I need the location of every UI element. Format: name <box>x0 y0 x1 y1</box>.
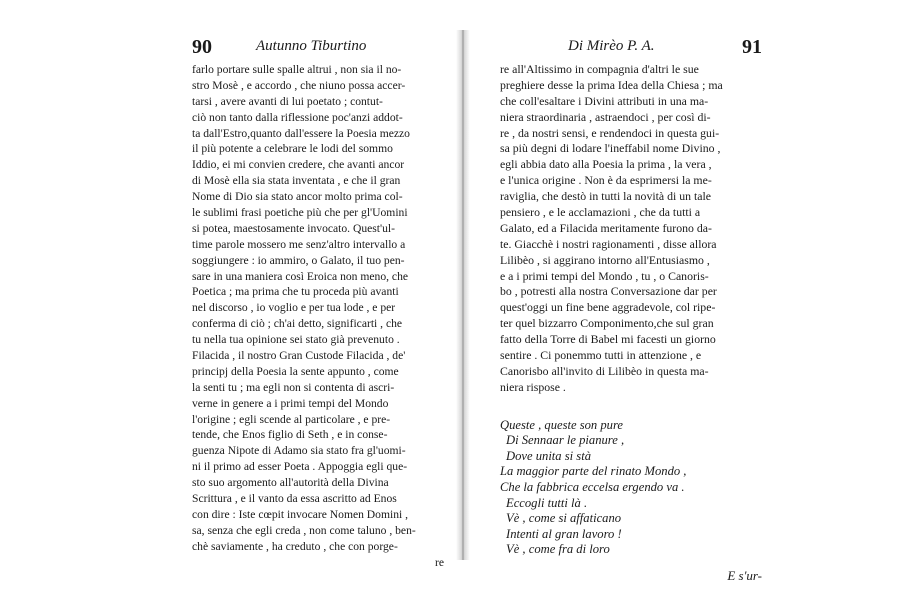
text-line: ter quel bizzarro Componimento,che sul gran <box>500 316 714 331</box>
verse-line: Dove unita si stà <box>506 448 592 463</box>
text-line: ta dall'Estro,quanto dall'essere la Poesia mezzo <box>192 126 410 140</box>
text-line: tarsi , avere avanti di lui poetato ; contut- <box>192 94 383 108</box>
text-line: tu nella tua opinione sei stato già prevenuto . <box>192 333 400 347</box>
text-line: niera straordinaria , astraendoci , per così di- <box>500 109 711 124</box>
text-line: ni il primo ad esser Poeta . Appoggia egli que- <box>192 460 408 474</box>
text-line: sto suo argomento all'autorità della Divina <box>192 476 389 490</box>
text-line: si potea, maestosamente invocato. Quest'ul- <box>192 221 395 235</box>
text-line: sa, senza che egli creda , non come taluno , ben- <box>192 523 416 537</box>
text-line: stro Mosè , e accordo , che niuno possa accer- <box>192 78 406 92</box>
left-page <box>192 38 444 571</box>
book-gutter <box>456 30 470 560</box>
text-line: soggiungere : io ammiro, o Galato, il tuo pen- <box>192 253 405 267</box>
verse-line: Intenti al gran lavoro ! <box>506 526 622 541</box>
text-line: e a i primi tempi del Mondo , tu , o Canoris- <box>500 268 709 283</box>
left-body-text <box>192 62 444 571</box>
text-line: Iddio, ei mi convien credere, che avanti ancor <box>192 158 405 172</box>
text-line: sentire . Ci ponemmo tutti in attenzione , e <box>500 348 702 363</box>
text-line: raviglia, che destò in tutti la novità di un tale <box>500 189 711 204</box>
text-line: Filacida , il nostro Gran Custode Filacida , de' <box>192 349 406 363</box>
text-line: re all'Altissimo in compagnia d'altri le sue <box>500 62 699 76</box>
text-line: preghiere desse la prima Idea della Chiesa ; ma <box>500 77 723 92</box>
text-line: tende, che Enos figlio di Seth , e in conse- <box>192 428 388 442</box>
right-running-title: Di Mirèo P. A. <box>568 38 655 54</box>
text-line: le sublimi frasi poetiche più che per gl'Uomini <box>192 206 408 220</box>
verse-line: Eccogli tutti là . <box>506 495 588 510</box>
verse-line: Vè , come fra di loro <box>506 542 610 557</box>
text-line: chè saviamente , ha creduto , che con porge- <box>192 539 398 553</box>
verse-line: Queste , queste son pure <box>500 417 623 432</box>
text-line: fatto della Torre di Babel mi facesti un giorno <box>500 332 716 347</box>
text-line: quest'oggi un fine bene aggradevole, col ripe- <box>500 300 716 315</box>
right-page <box>500 38 762 584</box>
text-line: il più potente a celebrare le lodi del sommo <box>192 142 393 156</box>
text-line: te. Giacchè i nostri ragionamenti , disse allora <box>500 236 717 251</box>
text-line: con dire : Iste cœpit invocare Nomen Domini , <box>192 507 409 521</box>
text-line: niera rispose . <box>500 379 566 394</box>
text-line: Galato, ed a Filacida meritamente furono da- <box>500 220 712 235</box>
text-line: sare in una maniera così Eroica non meno, che <box>192 269 409 283</box>
text-line: time parole mossero me senz'altro intervallo a <box>192 237 406 251</box>
text-line: Lilibèo , si aggirano intorno all'Entusiasmo , <box>500 252 710 267</box>
verse-line: Vè , come si affaticano <box>506 511 622 526</box>
text-line: principj della Poesia la sente appunto , come <box>192 364 399 378</box>
text-line: sa più degni di lodare l'ineffabil nome Divino , <box>500 141 721 156</box>
right-page-number: 91 <box>742 36 762 58</box>
text-line: la senti tu ; ma egli non si contenta di ascri- <box>192 380 395 394</box>
text-line: che coll'esaltare i Divini attributi in una ma- <box>500 93 709 108</box>
text-line: l'origine ; egli scende al particolare , e pre- <box>192 412 391 426</box>
text-line: guenza Nipote di Adamo sia stato fra gl'uomi- <box>192 444 406 458</box>
text-line: e l'unica origine . Non è da esprimersi la me- <box>500 173 712 188</box>
left-page-number: 90 <box>192 36 212 58</box>
left-running-title: Autunno Tiburtino <box>256 38 367 54</box>
text-line: nel discorso , io voglio e per tua lode , e per <box>192 301 396 315</box>
verse-line: Di Sennaar le pianure , <box>506 433 625 448</box>
right-running-head <box>500 38 762 60</box>
verse-line: La maggior parte del rinato Mondo , <box>500 464 687 479</box>
text-line: egli abbia dato alla Poesia la prima , la vera , <box>500 157 712 172</box>
text-line: re , da nostri sensi, e rendendoci in questa gui- <box>500 125 720 140</box>
right-body-text <box>500 62 762 396</box>
text-line: Scrittura , e il vanto da essa ascritto ad Enos <box>192 492 397 506</box>
left-catchword: re <box>434 555 444 569</box>
left-running-head <box>192 38 444 60</box>
verse-block <box>500 418 762 558</box>
text-line: di Mosè ella sia stata inventata , e che il gran <box>192 174 401 188</box>
verse-line: Che la fabbrica eccelsa ergendo va . <box>500 480 685 495</box>
text-line: bo , potresti alla nostra Conversazione dar per <box>500 284 717 299</box>
text-line: ciò non tanto dalla riflessione poc'anzi addot- <box>192 110 403 124</box>
text-line: Poetica ; ma prima che tu proceda più avanti <box>192 285 399 299</box>
text-line: pensiero , e le acclamazioni , che da tutti a <box>500 205 701 220</box>
text-line: conferma di ciò ; ch'ai detto, significarti , che <box>192 317 403 331</box>
text-line: Canorisbo all'invito di Lilibèo in questa ma- <box>500 363 709 378</box>
text-line: verne in genere a i primi tempi del Mondo <box>192 396 389 410</box>
right-catchword: E s'ur- <box>727 568 762 584</box>
text-line: Nome di Dio sia stato ancor molto prima col- <box>192 190 403 204</box>
text-line: farlo portare sulle spalle altrui , non sia il no- <box>192 63 402 76</box>
